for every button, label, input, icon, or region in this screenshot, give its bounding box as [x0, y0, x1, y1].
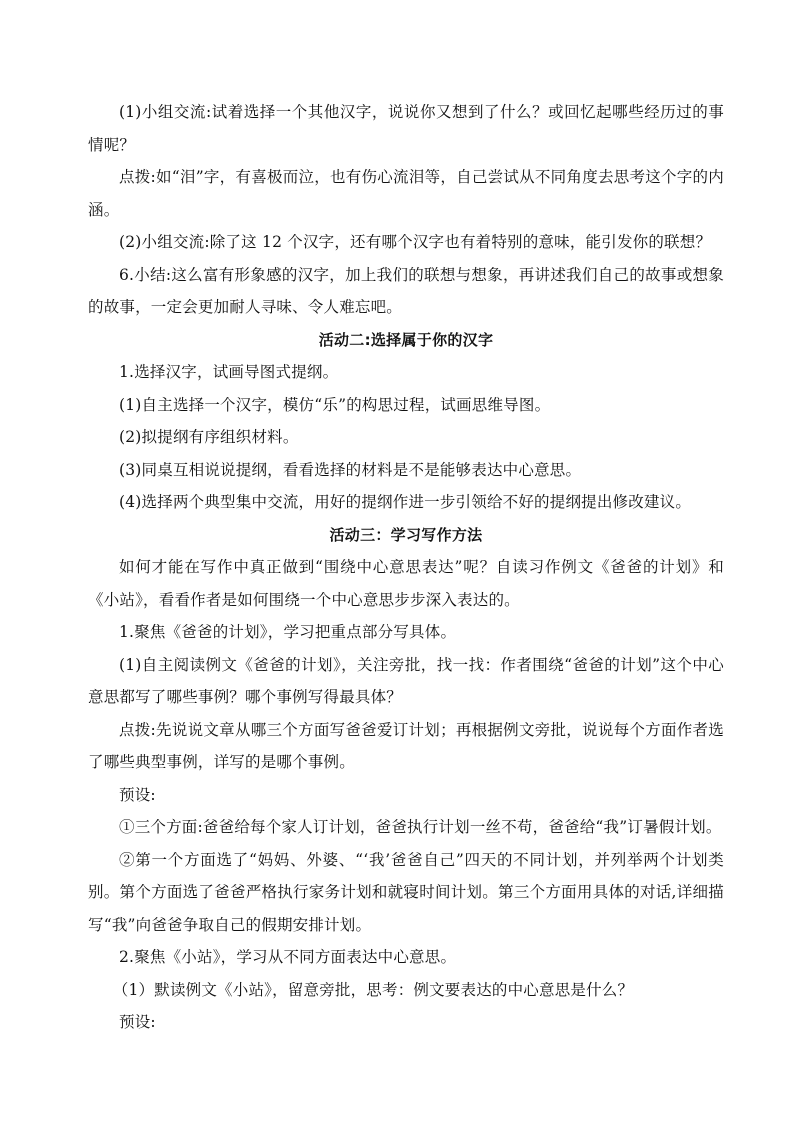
document-page	[88, 96, 724, 1039]
paragraph: 2.聚焦《小站》，学习从不同方面表达中心意思。	[119, 948, 457, 966]
paragraph: (2)拟提纲有序组织材料。	[119, 428, 299, 446]
paragraph: （1）默读例文《小站》，留意旁批，思考：例文要表达的中心意思是什么？	[112, 980, 634, 999]
paragraph: 点拨:先说说文章从哪三个方面写爸爸爱订计划；再根据例文旁批，说说每个方面作者选了哪些典型事例，详写的是哪个事例。	[88, 720, 724, 771]
paragraph: ②第一个方面选了“妈妈、外婆、“‘我’爸爸自己”四天的不同计划，并列举两个计划类别。第个方面选了爸爸严格执行家务计划和就寝时间计划。第三个方面用具体的对话,详细描写“我”向爸爸争取自己的假期安排计划。	[88, 850, 724, 934]
section-heading: 活动二:选择属于你的汉字	[318, 330, 494, 349]
paragraph: (1)小组交流:试着选择一个其他汉字，说说你又想到了什么？或回忆起哪些经历过的事情呢？	[88, 103, 724, 154]
paragraph: 1.选择汉字，试画导图式提纲。	[119, 363, 339, 381]
paragraph: 预设:	[119, 785, 156, 804]
paragraph: 点拨:如“泪”字，有喜极而泣，也有伤心流泪等，自己尝试从不同角度去思考这个字的内涵。	[88, 168, 724, 219]
paragraph: 预设:	[119, 1013, 156, 1031]
paragraph: (1)自主阅读例文《爸爸的计划》，关注旁批，找一找：作者围绕“爸爸的计划”这个中心意思都写了哪些事例？哪个事例写得最具体？	[88, 655, 724, 706]
paragraph: (2)小组交流:除了这 12 个汉字，还有哪个汉字也有着特别的意味，能引发你的联想？	[119, 233, 712, 251]
paragraph: 6.小结:这么富有形象感的汉字，加上我们的联想与想象，再讲述我们自己的故事或想象的故事，一定会更加耐人寻味、令人难忘吧。	[88, 265, 724, 316]
paragraph: (1)自主选择一个汉字，模仿“乐”的构思过程，试画思维导图。	[119, 395, 551, 414]
paragraph: 1.聚焦《爸爸的计划》，学习把重点部分写具体。	[119, 623, 457, 641]
paragraph: (3)同桌互相说说提纲，看看选择的材料是不是能够表达中心意思。	[119, 460, 582, 479]
paragraph: ①三个方面:爸爸给每个家人订计划，爸爸执行计划一丝不苟，爸爸给“我”订暑假计划。	[119, 818, 722, 836]
paragraph: (4)选择两个典型集中交流，用好的提纲作进一步引领给不好的提纲提出修改建议。	[119, 493, 692, 511]
section-heading: 活动三：学习写作方法	[329, 525, 483, 544]
paragraph: 如何才能在写作中真正做到“围绕中心意思表达”呢？自读习作例文《爸爸的计划》和《小站》，看看作者是如何围绕一个中心意思步步深入表达的。	[88, 558, 724, 609]
